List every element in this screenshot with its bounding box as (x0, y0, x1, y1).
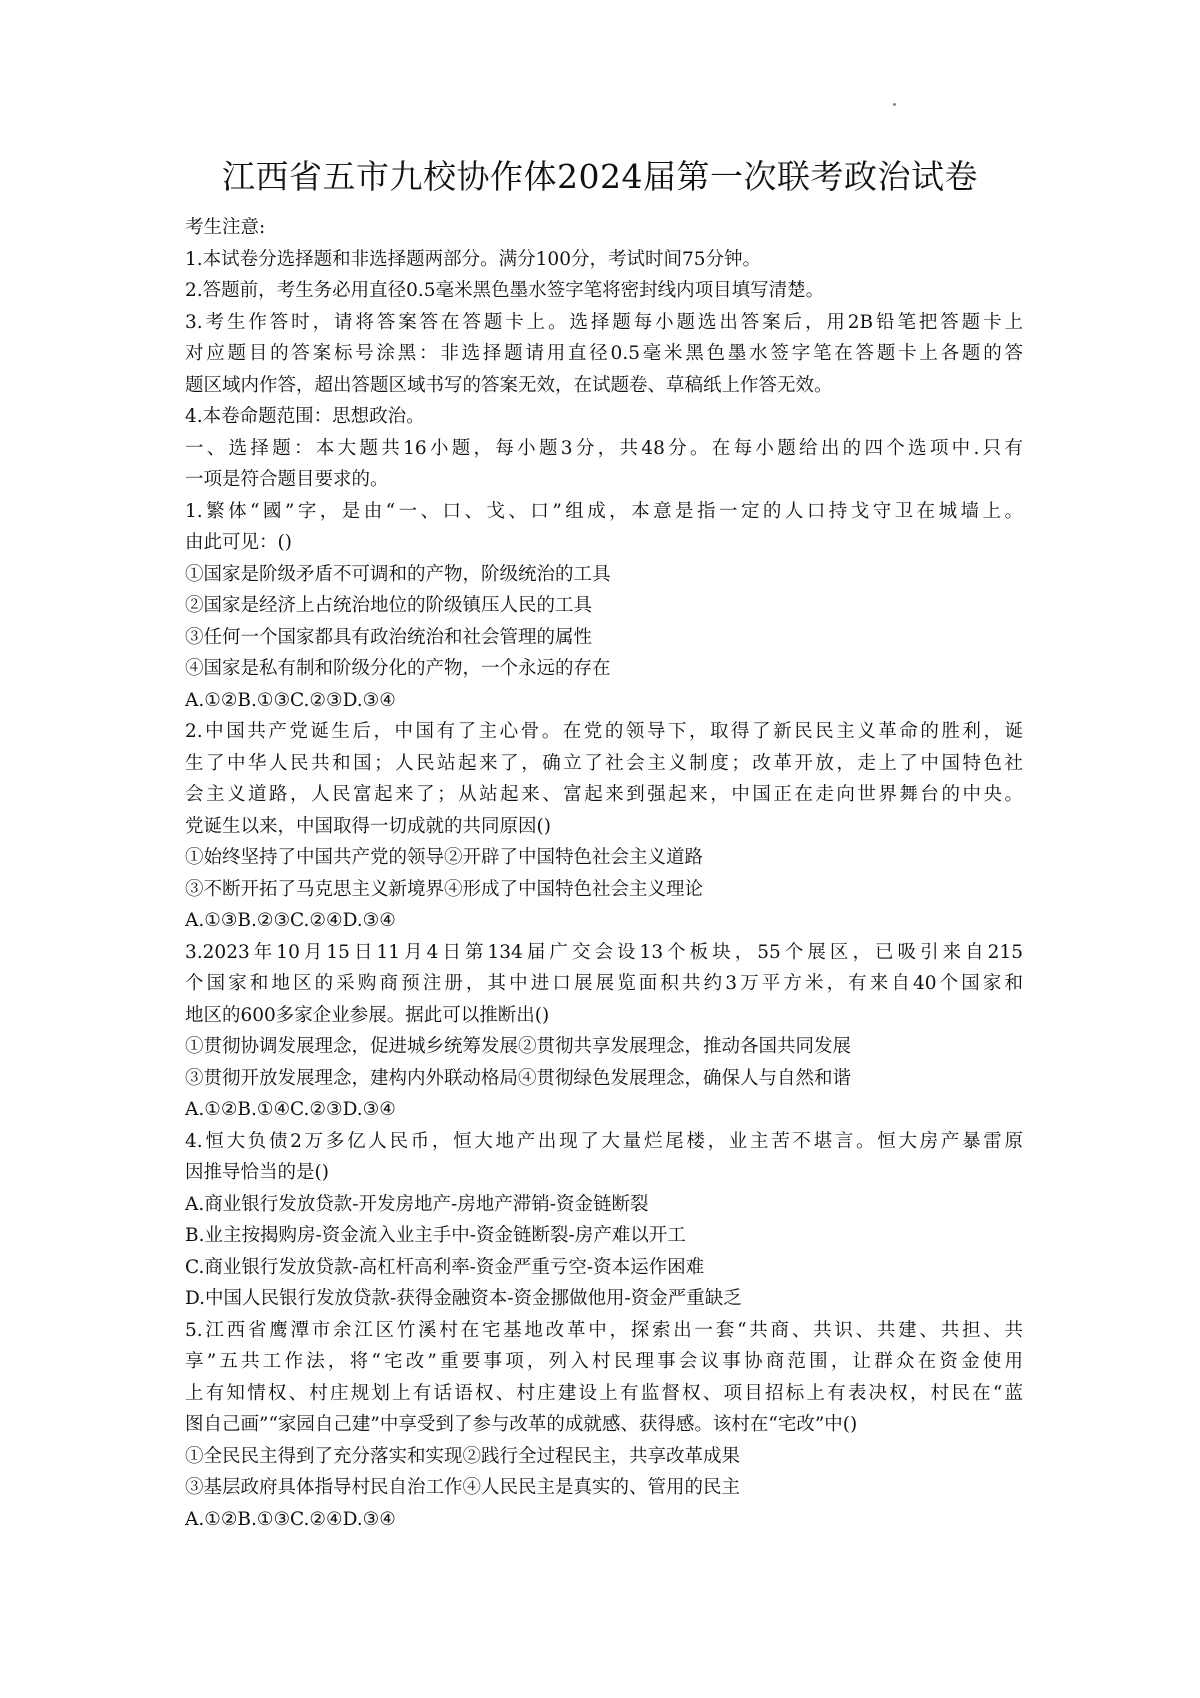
q1-answer-choices: A.①②B.①③C.②③D.③④ (185, 689, 396, 711)
q2-stem-line-4: 党诞生以来，中国取得一切成就的共同原因() (185, 815, 551, 837)
q1-option-2: ②国家是经济上占统治地位的阶级镇压人民的工具 (185, 595, 593, 616)
q1-option-4: ④国家是私有制和阶级分化的产物，一个永远的存在 (185, 658, 611, 679)
notice-item-4: 4.本卷命题范围：思想政治。 (185, 406, 425, 427)
q2-options-3-4: ③不断开拓了马克思主义新境界④形成了中国特色社会主义理论 (185, 878, 704, 900)
q2-options-1-2: ①始终坚持了中国共产党的领导②开辟了中国特色社会主义道路 (185, 847, 704, 868)
exam-title: 江西省五市九校协作体2024届第一次联考政治试卷 (222, 157, 978, 196)
section-heading-line-2: 一项是符合题目要求的。 (185, 469, 389, 490)
q5-answer-choices: A.①②B.①③C.②④D.③④ (185, 1508, 396, 1530)
scan-speck (893, 103, 896, 106)
q4-option-a: A.商业银行发放贷款-开发房地产-房地产滞销-资金链断裂 (185, 1193, 649, 1215)
q5-stem-line-3: 上有知情权、村庄规划上有话语权、村庄建设上有监督权、项目招标上有表决权，村民在“蓝 (185, 1382, 1023, 1404)
exam-content (185, 212, 1023, 1535)
q3-stem-line-1: 3.2023年10月15日11月4日第134届广交会设13个板块，55个展区，已吸引来自215 (185, 941, 1023, 963)
section-heading-line-1: 一、选择题：本大题共16小题，每小题3分，共48分。在每小题给出的四个选项中.只有 (185, 437, 1023, 459)
q5-stem-line-1: 5.江西省鹰潭市余江区竹溪村在宅基地改革中，探索出一套“共商、共识、共建、共担、共 (185, 1319, 1023, 1341)
q1-option-3: ③任何一个国家都具有政治统治和社会管理的属性 (185, 626, 593, 648)
notice-item-1: 1.本试卷分选择题和非选择题两部分。满分100分，考试时间75分钟。 (185, 248, 762, 270)
q4-stem-line-2: 因推导恰当的是() (185, 1162, 329, 1183)
q1-stem-line-2: 由此可见：() (185, 532, 292, 553)
q2-stem-line-2: 生了中华人民共和国；人民站起来了，确立了社会主义制度；改革开放，走上了中国特色社 (185, 752, 1023, 774)
notice-heading: 考生注意: (185, 217, 266, 238)
q2-answer-choices: A.①③B.②③C.②④D.③④ (185, 910, 396, 931)
q2-stem-line-3: 会主义道路，人民富起来了；从站起来、富起来到强起来，中国正在走向世界舞台的中央。 (185, 784, 1023, 805)
q3-options-1-2: ①贯彻协调发展理念，促进城乡统筹发展②贯彻共享发展理念，推动各国共同发展 (185, 1036, 852, 1057)
q3-stem-line-2: 个国家和地区的采购商预注册，其中进口展展览面积共约3万平方米，有来自40个国家和 (185, 973, 1023, 994)
notice-item-3-line-2: 对应题目的答案标号涂黑：非选择题请用直径0.5毫米黑色墨水签字笔在答题卡上各题的答 (185, 343, 1023, 364)
q4-stem-line-1: 4.恒大负债2万多亿人民币，恒大地产出现了大量烂尾楼，业主苦不堪言。恒大房产暴雷原 (185, 1130, 1023, 1152)
q4-option-b: B.业主按揭购房-资金流入业主手中-资金链断裂-房产难以开工 (185, 1225, 686, 1246)
notice-item-3-line-3: 题区域内作答，超出答题区域书写的答案无效，在试题卷、草稿纸上作答无效。 (185, 374, 833, 396)
q3-options-3-4: ③贯彻开放发展理念，建构内外联动格局④贯彻绿色发展理念，确保人与自然和谐 (185, 1067, 852, 1089)
q5-options-1-2: ①全民民主得到了充分落实和实现②践行全过程民主，共享改革成果 (185, 1445, 741, 1467)
q1-stem-line-1: 1.繁体“國”字，是由“一、口、戈、口”组成，本意是指一定的人口持戈守卫在城墙上。 (185, 500, 1023, 522)
q2-stem-line-1: 2.中国共产党诞生后，中国有了主心骨。在党的领导下，取得了新民民主义革命的胜利，诞 (185, 721, 1023, 742)
q3-stem-line-3: 地区的600多家企业参展。据此可以推断出() (185, 1004, 550, 1026)
q3-answer-choices: A.①②B.①④C.②③D.③④ (185, 1099, 396, 1120)
q5-options-3-4: ③基层政府具体指导村民自治工作④人民民主是真实的、管用的民主 (185, 1477, 741, 1498)
notice-item-2: 2.答题前，考生务必用直径0.5毫米黑色墨水签字笔将密封线内项目填写清楚。 (185, 280, 825, 301)
q5-stem-line-2: 享”五共工作法，将“宅改”重要事项，列入村民理事会议事协商范围，让群众在资金使用 (185, 1351, 1023, 1372)
q4-option-c: C.商业银行发放贷款-高杠杆高利率-资金严重亏空-资本运作困难 (185, 1256, 705, 1278)
notice-item-3-line-1: 3.考生作答时，请将答案答在答题卡上。选择题每小题选出答案后，用2B铅笔把答题卡上 (185, 311, 1023, 333)
q1-option-1: ①国家是阶级矛盾不可调和的产物，阶级统治的工具 (185, 563, 611, 585)
q5-stem-line-4: 图自己画”“家园自己建”中享受到了参与改革的成就感、获得感。该村在“宅改”中() (185, 1414, 858, 1435)
q4-option-d: D.中国人民银行发放贷款-获得金融资本-资金挪做他用-资金严重缺乏 (185, 1288, 742, 1309)
